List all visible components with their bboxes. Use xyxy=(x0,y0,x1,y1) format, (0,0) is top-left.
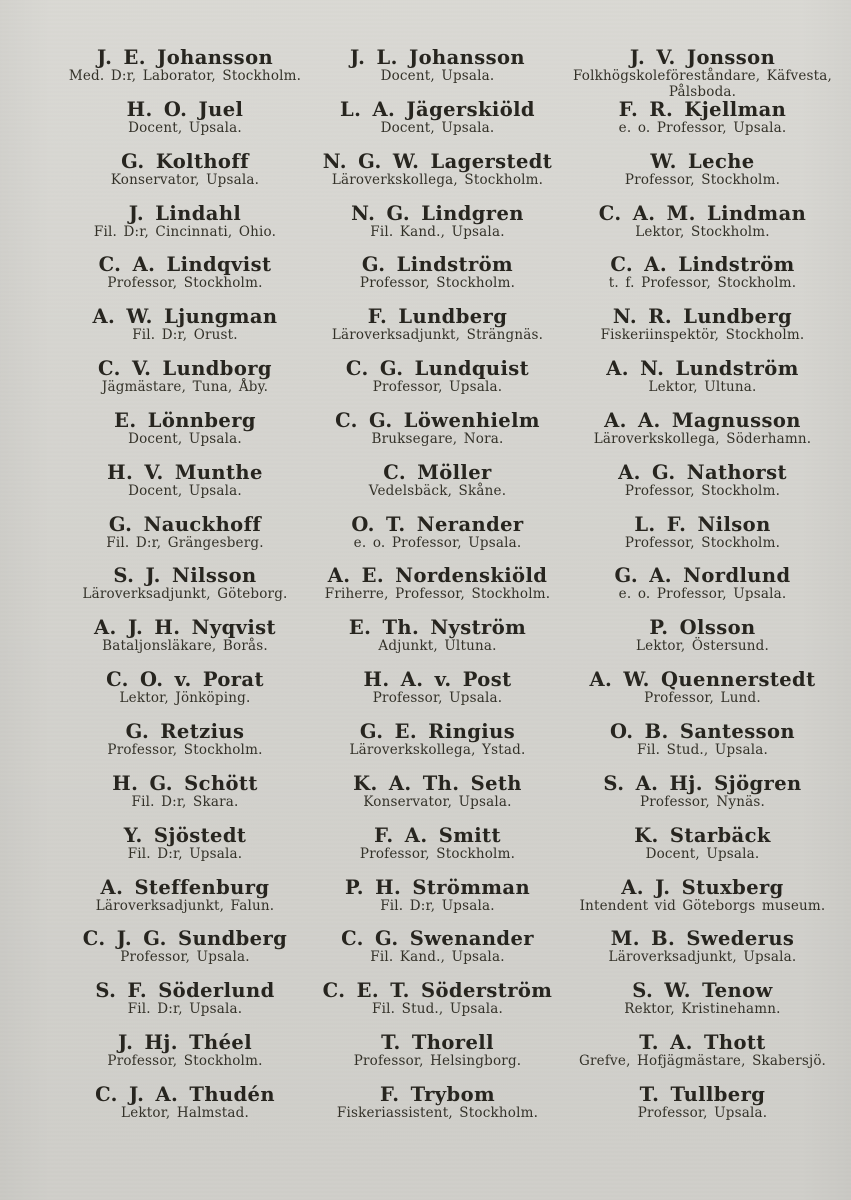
member-name: G. E. Ringius xyxy=(359,719,516,743)
member-name: C. A. Lindqvist xyxy=(98,253,272,277)
member-name: S. A. Hj. Sjögren xyxy=(603,771,802,795)
roster-entry xyxy=(560,410,845,462)
roster-entry xyxy=(560,1084,845,1136)
roster-entry xyxy=(315,254,560,306)
roster-entry xyxy=(560,928,845,980)
member-title-location: Professor, Upsala. xyxy=(372,690,503,707)
roster-entry xyxy=(560,203,845,255)
member-title-location: Fil. D:r, Upsala. xyxy=(380,897,495,914)
member-name: H. V. Munthe xyxy=(107,460,263,484)
member-title-location: Professor, Stockholm. xyxy=(624,482,781,499)
member-title-location: Läroverksadjunkt, Strängnäs. xyxy=(331,327,544,344)
roster-entry xyxy=(315,773,560,825)
member-name: C. A. M. Lindman xyxy=(598,201,807,225)
member-title-location: Fil. D:r, Orust. xyxy=(132,327,238,344)
roster-entry xyxy=(315,306,560,358)
member-name: A. N. Lundström xyxy=(606,357,799,381)
member-name: C. G. Lundquist xyxy=(345,357,530,381)
member-title-location: Vedelsbäck, Skåne. xyxy=(368,482,507,499)
member-title-location: Lektor, Jönköping. xyxy=(119,690,251,707)
roster-entry xyxy=(315,99,560,151)
member-name: G. Lindström xyxy=(361,253,514,277)
member-title-location: Docent, Upsala. xyxy=(380,119,495,136)
member-name: K. Starbäck xyxy=(634,823,771,847)
member-title-location: t. f. Professor, Stockholm. xyxy=(608,275,797,292)
member-title-location: Fil. Kand., Upsala. xyxy=(370,223,505,240)
member-name: A. J. H. Nyqvist xyxy=(94,616,276,640)
member-title-location: Professor, Lund. xyxy=(644,690,761,707)
member-name: C. V. Lundborg xyxy=(98,357,272,381)
member-name: E. Lönnberg xyxy=(114,408,256,432)
roster-entry xyxy=(55,514,315,566)
roster-entry xyxy=(55,99,315,151)
member-title-location: Läroverksadjunkt, Falun. xyxy=(95,897,275,914)
roster-entry xyxy=(55,358,315,410)
roster-entry xyxy=(560,1032,845,1084)
roster-entry xyxy=(560,565,845,617)
roster-entry xyxy=(315,721,560,773)
roster-entry xyxy=(560,721,845,773)
member-title-location: Lektor, Stockholm. xyxy=(635,223,770,240)
member-name: O. B. Santesson xyxy=(610,719,795,743)
roster-entry xyxy=(55,928,315,980)
roster-entry xyxy=(55,306,315,358)
roster-entry xyxy=(315,1032,560,1084)
member-name: K. A. Th. Seth xyxy=(353,771,522,795)
member-title-location: Professor, Stockholm. xyxy=(107,275,263,292)
roster-entry xyxy=(55,877,315,929)
member-name: J. V. Jonsson xyxy=(629,46,776,69)
member-name: H. G. Schött xyxy=(112,771,258,795)
member-name: G. A. Nordlund xyxy=(614,564,791,588)
member-name: N. G. W. Lagerstedt xyxy=(322,149,553,173)
member-name: G. Kolthoff xyxy=(121,149,249,173)
member-name: H. A. v. Post xyxy=(363,668,512,692)
member-title-location: Rektor, Kristinehamn. xyxy=(624,1001,781,1018)
member-title-location: Professor, Stockholm. xyxy=(359,275,516,292)
roster-entry xyxy=(560,254,845,306)
member-title-location: Intendent vid Göteborgs museum. xyxy=(579,897,826,914)
roster-entry xyxy=(55,203,315,255)
roster-entry xyxy=(315,877,560,929)
member-name: A. Steffenburg xyxy=(100,875,270,899)
member-title-location: Lektor, Ultuna. xyxy=(648,379,757,396)
roster-entry xyxy=(55,151,315,203)
member-title-location: Professor, Helsingborg. xyxy=(353,1053,522,1070)
member-name: A. E. Nordenskiöld xyxy=(327,564,548,588)
member-name: H. O. Juel xyxy=(126,97,244,121)
member-title-location: Fil. D:r, Cincinnati, Ohio. xyxy=(93,223,277,240)
member-title-location: Fil. Stud., Upsala. xyxy=(372,1001,503,1018)
member-title-location: Professor, Upsala. xyxy=(637,1104,768,1121)
member-title-location: Bruksegare, Nora. xyxy=(371,430,504,447)
roster-entry xyxy=(55,721,315,773)
member-title-location: Läroverkskollega, Stockholm. xyxy=(331,171,544,188)
member-title-location: Lektor, Halmstad. xyxy=(121,1104,249,1121)
member-title-location: Folkhögskoleföreståndare, Käfvesta, Pålsboda. xyxy=(572,68,833,100)
member-name: T. A. Thott xyxy=(639,1031,766,1055)
member-title-location: Konservator, Upsala. xyxy=(110,171,260,188)
member-name: E. Th. Nyström xyxy=(348,616,527,640)
roster-entry xyxy=(560,99,845,151)
member-name: S. J. Nilsson xyxy=(113,564,257,588)
member-title-location: e. o. Professor, Upsala. xyxy=(353,534,522,551)
member-title-location: Docent, Upsala. xyxy=(380,68,495,85)
roster-entry xyxy=(315,514,560,566)
roster-entry xyxy=(55,825,315,877)
roster-entry xyxy=(315,358,560,410)
member-title-location: Professor, Stockholm. xyxy=(107,1053,263,1070)
member-title-location: Grefve, Hofjägmästare, Skabersjö. xyxy=(579,1053,826,1070)
member-title-location: Docent, Upsala. xyxy=(128,119,242,136)
roster-entry xyxy=(315,617,560,669)
member-name: T. Thorell xyxy=(381,1031,494,1055)
roster-entry xyxy=(560,980,845,1032)
member-name: C. J. G. Sundberg xyxy=(82,927,288,951)
roster-entry xyxy=(315,410,560,462)
member-title-location: Docent, Upsala. xyxy=(128,430,242,447)
member-name: W. Leche xyxy=(650,149,755,173)
member-name: P. Olsson xyxy=(649,616,756,640)
member-name: J. E. Johansson xyxy=(96,46,274,69)
member-title-location: Professor, Stockholm. xyxy=(624,171,781,188)
roster-entry xyxy=(55,462,315,514)
roster-entry xyxy=(315,151,560,203)
member-title-location: Professor, Upsala. xyxy=(372,379,503,396)
roster-entry xyxy=(560,617,845,669)
roster-entry xyxy=(560,47,845,99)
member-name: T. Tullberg xyxy=(639,1082,766,1106)
member-name: A. J. Stuxberg xyxy=(621,875,784,899)
member-name: G. Retzius xyxy=(125,719,245,743)
roster-entry xyxy=(315,928,560,980)
member-title-location: Konservator, Upsala. xyxy=(363,793,512,810)
member-name: C. Möller xyxy=(383,460,492,484)
roster-entry xyxy=(55,617,315,669)
member-title-location: Fiskeriassistent, Stockholm. xyxy=(336,1104,539,1121)
member-title-location: Fil. Stud., Upsala. xyxy=(637,742,768,759)
roster-entry xyxy=(55,1084,315,1136)
member-title-location: Fil. D:r, Upsala. xyxy=(127,1001,243,1018)
roster-entry xyxy=(55,565,315,617)
member-name: L. F. Nilson xyxy=(634,512,771,536)
roster-entry xyxy=(55,410,315,462)
roster-entry xyxy=(560,358,845,410)
member-name: G. Nauckhoff xyxy=(108,512,262,536)
member-name: J. L. Johansson xyxy=(350,46,525,69)
roster-entry xyxy=(315,1084,560,1136)
member-name: S. F. Söderlund xyxy=(95,979,275,1003)
member-title-location: Läroverksadjunkt, Upsala. xyxy=(608,949,797,966)
roster-entry xyxy=(560,773,845,825)
member-title-location: Fiskeriinspektör, Stockholm. xyxy=(600,327,805,344)
roster-entry xyxy=(315,669,560,721)
member-title-location: Läroverkskollega, Söderhamn. xyxy=(593,430,812,447)
member-name: M. B. Swederus xyxy=(610,927,795,951)
member-name: A. A. Magnusson xyxy=(604,408,801,432)
roster-entry xyxy=(55,254,315,306)
member-name: A. W. Ljungman xyxy=(92,305,278,329)
member-name: A. G. Nathorst xyxy=(618,460,787,484)
member-name: N. R. Lundberg xyxy=(612,305,793,329)
member-name: F. A. Smitt xyxy=(374,823,501,847)
member-title-location: Fil. D:r, Upsala. xyxy=(127,845,243,862)
member-title-location: Läroverksadjunkt, Göteborg. xyxy=(82,586,288,603)
roster-entry xyxy=(560,151,845,203)
member-title-location: Docent, Upsala. xyxy=(645,845,760,862)
roster-entry xyxy=(315,203,560,255)
member-roster xyxy=(55,47,851,1136)
member-title-location: Jägmästare, Tuna, Åby. xyxy=(101,379,269,396)
member-title-location: Läroverkskollega, Ystad. xyxy=(349,742,526,759)
member-name: C. J. A. Thudén xyxy=(95,1082,275,1106)
member-title-location: Professor, Stockholm. xyxy=(624,534,781,551)
member-title-location: Friherre, Professor, Stockholm. xyxy=(324,586,551,603)
roster-entry xyxy=(55,980,315,1032)
member-name: F. Lundberg xyxy=(367,305,508,329)
member-title-location: Professor, Stockholm. xyxy=(359,845,516,862)
member-name: A. W. Quennerstedt xyxy=(589,668,816,692)
roster-entry xyxy=(55,47,315,99)
roster-entry xyxy=(55,773,315,825)
member-title-location: Fil. Kand., Upsala. xyxy=(370,949,505,966)
member-title-location: Bataljonsläkare, Borås. xyxy=(102,638,268,655)
roster-entry xyxy=(560,462,845,514)
member-title-location: Professor, Nynäs. xyxy=(640,793,765,810)
member-title-location: Lektor, Östersund. xyxy=(636,638,769,655)
roster-entry xyxy=(560,825,845,877)
member-name: N. G. Lindgren xyxy=(351,201,524,225)
roster-entry xyxy=(560,669,845,721)
member-title-location: Fil. D:r, Skara. xyxy=(131,793,239,810)
member-title-location: Med. D:r, Laborator, Stockholm. xyxy=(68,68,302,85)
roster-entry xyxy=(560,514,845,566)
roster-entry xyxy=(560,877,845,929)
member-title-location: Docent, Upsala. xyxy=(128,482,242,499)
roster-entry xyxy=(55,1032,315,1084)
member-title-location: Professor, Upsala. xyxy=(120,949,250,966)
roster-entry xyxy=(315,47,560,99)
member-name: C. G. Swenander xyxy=(341,927,534,951)
member-name: C. E. T. Söderström xyxy=(322,979,553,1003)
roster-entry xyxy=(315,980,560,1032)
roster-entry xyxy=(315,825,560,877)
member-title-location: Adjunkt, Ultuna. xyxy=(378,638,497,655)
member-title-location: e. o. Professor, Upsala. xyxy=(618,119,787,136)
member-title-location: e. o. Professor, Upsala. xyxy=(618,586,787,603)
member-name: C. O. v. Porat xyxy=(106,668,264,692)
member-name: C. A. Lindström xyxy=(610,253,795,277)
member-name: C. G. Löwenhielm xyxy=(335,408,540,432)
member-name: S. W. Tenow xyxy=(632,979,773,1003)
member-title-location: Professor, Stockholm. xyxy=(107,742,263,759)
roster-entry xyxy=(560,306,845,358)
member-name: O. T. Nerander xyxy=(351,512,524,536)
member-title-location: Fil. D:r, Grängesberg. xyxy=(106,534,264,551)
member-name: F. Trybom xyxy=(379,1082,496,1106)
member-name: L. A. Jägerskiöld xyxy=(340,97,535,121)
member-name: F. R. Kjellman xyxy=(618,97,787,121)
member-name: P. H. Strömman xyxy=(344,875,531,899)
roster-entry xyxy=(55,669,315,721)
roster-entry xyxy=(315,565,560,617)
roster-entry xyxy=(315,462,560,514)
member-name: J. Hj. Théel xyxy=(117,1031,253,1055)
member-name: J. Lindahl xyxy=(128,201,242,225)
member-name: Y. Sjöstedt xyxy=(123,823,247,847)
